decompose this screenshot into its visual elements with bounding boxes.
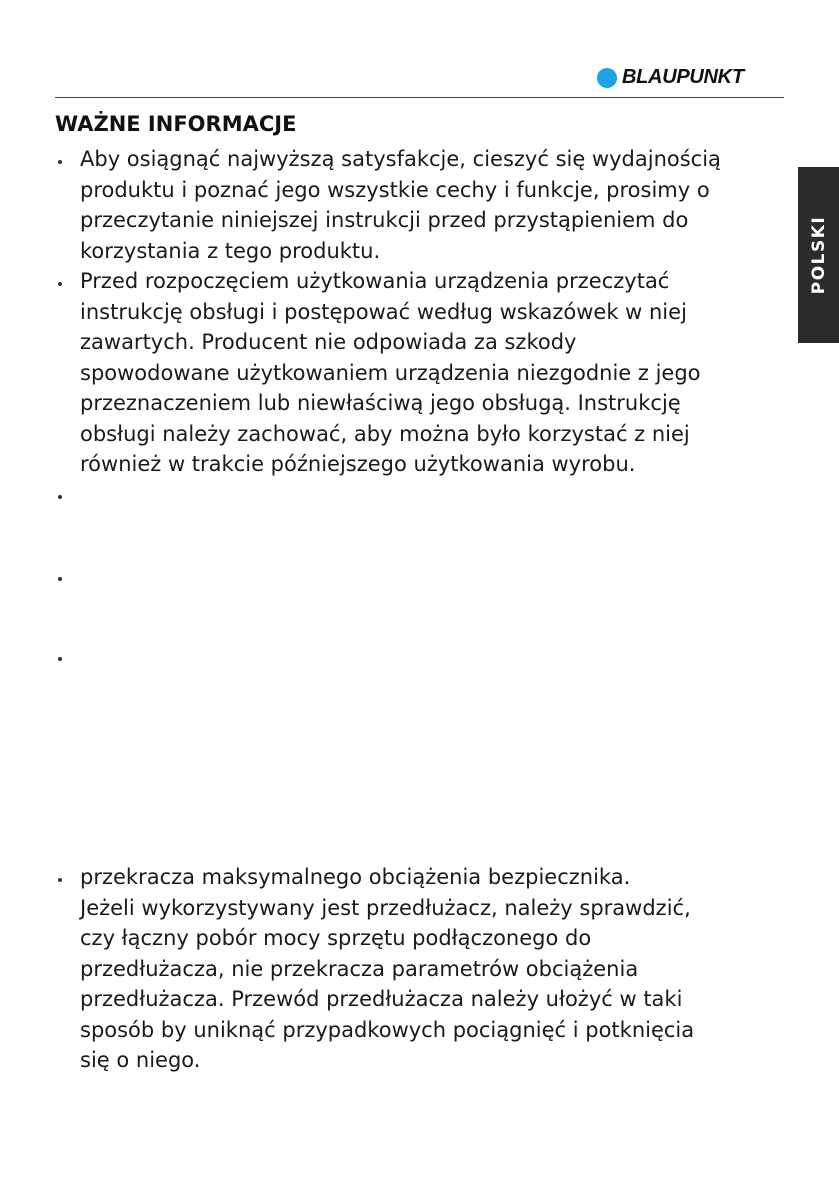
text-line: korzystania z tego produktu. <box>80 238 381 263</box>
text-line: Przed rozpoczęciem użytkowania urządzenia przeczytać <box>80 269 670 293</box>
text-line: spowodowane użytkowaniem urządzenia niezgodnie z jego <box>80 360 701 385</box>
language-tab-label: POLSKI <box>808 215 829 295</box>
text-line: instrukcję obsługi i postępować według wskazówek w niej <box>80 299 687 324</box>
bullet-dot-icon <box>58 495 62 499</box>
bullet-dot-icon <box>58 878 62 882</box>
text-line: sposób by uniknąć przypadkowych pociągnięć i potknięcia <box>80 1017 695 1042</box>
text-line: przeczytanie niniejszej instrukcji przed przystąpieniem do <box>80 208 689 232</box>
language-tab <box>798 167 839 343</box>
text-line: Aby osiągnąć najwyższą satysfakcje, cieszyć się wydajnością <box>80 147 721 171</box>
text-line: produktu i poznać jego wszystkie cechy i funkcje, prosimy o <box>80 177 710 202</box>
header-divider <box>55 97 784 98</box>
bullet-dot-icon <box>58 160 62 164</box>
section-title: WAŻNE INFORMACJE <box>55 112 297 136</box>
text-line: przeznaczeniem lub niewłaściwą jego obsługą. Instrukcję <box>80 391 681 415</box>
text-line: przedłużacza. Przewód przedłużacza należy ułożyć w taki <box>80 987 683 1011</box>
text-line: również w trakcie późniejszego użytkowania wyrobu. <box>80 452 636 476</box>
brand-dot-icon <box>597 68 617 88</box>
list-item <box>80 862 785 1076</box>
text-line: przekracza maksymalnego obciążenia bezpiecznika. <box>80 865 631 889</box>
bullet-dot-icon <box>58 657 62 661</box>
text-line: czy łączny pobór mocy sprzętu podłączonego do <box>80 926 592 950</box>
brand-logo <box>597 66 744 89</box>
text-line: obsługi należy zachować, aby można było korzystać z niej <box>80 421 690 446</box>
brand-wordmark: BLAUPUNKT <box>622 66 744 88</box>
text-line: Jeżeli wykorzystywany jest przedłużacz, należy sprawdzić, <box>80 895 691 920</box>
bullet-dot-icon <box>58 282 62 286</box>
bullet-dot-icon <box>58 577 62 581</box>
text-line: przedłużacza, nie przekracza parametrów obciążenia <box>80 956 639 981</box>
text-line: zawartych. Producent nie odpowiada za szkody <box>80 330 577 354</box>
list-item <box>80 266 785 480</box>
list-item <box>80 144 785 266</box>
text-line: się o niego. <box>80 1048 201 1072</box>
